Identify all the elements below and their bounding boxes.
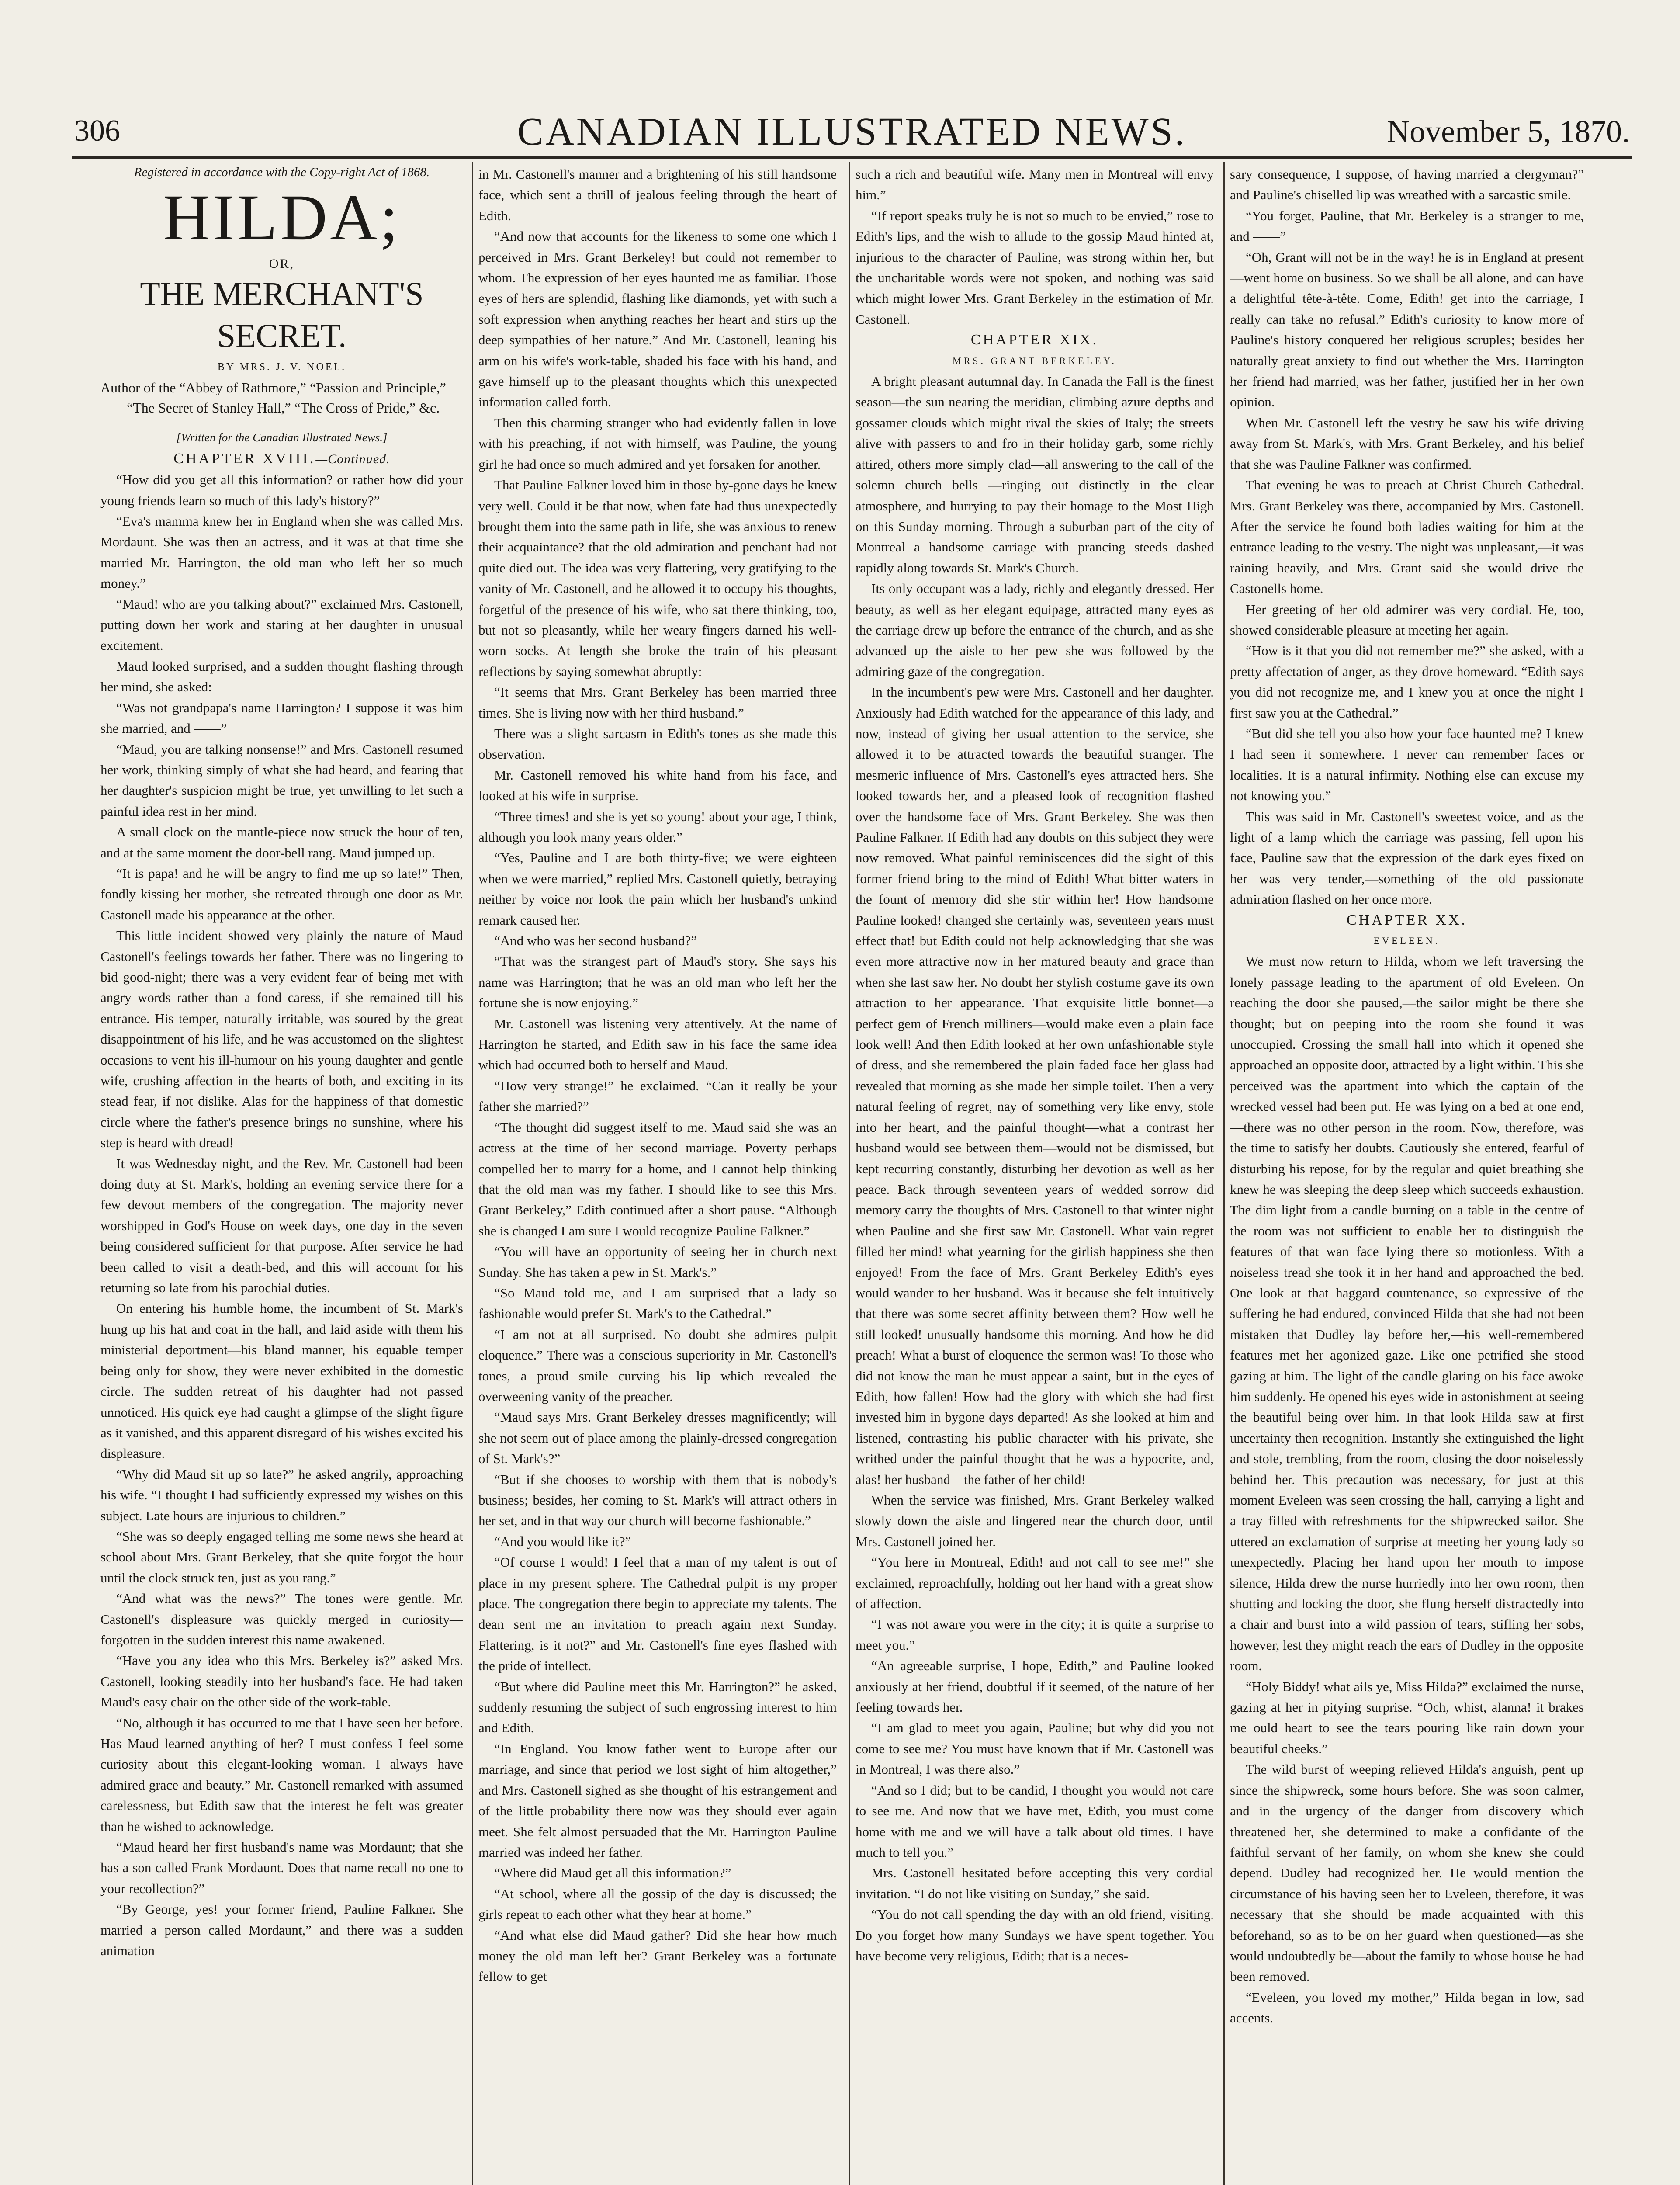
paragraph: Mr. Castonell was listening very attentively. At the name of Harrington he started, and Edith saw in his face the same idea which had occurred both to herself and Maud. — [478, 1016, 837, 1073]
story-subtitle: THE MERCHANT'S SECRET. — [140, 276, 424, 354]
paragraph: such a rich and beautiful wife. Many men in Montreal will envy him.” — [856, 166, 1214, 203]
paragraph: Then this charming stranger who had evidently fallen in love with his preaching, if not with himself, was Pauline, the young girl he had once so much admired and yet forsaken for another. — [478, 415, 837, 472]
paragraph: “At school, where all the gossip of the day is discussed; the girls repeat to each other what they hear at home.” — [478, 1886, 837, 1922]
paragraph: “Yes, Pauline and I are both thirty-five; we were eighteen when we were married,” replied Mrs. Castonell quietly, betraying neither by voice nor look the pain which her husband's unkind remark caused her. — [478, 850, 837, 928]
paragraph: “How did you get all this information? or rather how did your young friends learn so much of this lady's history?” — [100, 472, 463, 508]
paragraph: “Three times! and she is yet so young! about your age, I think, although you look many years older.” — [478, 808, 837, 845]
paragraph: “And now that accounts for the likeness to some one which I perceived in Mrs. Grant Berkeley! but could not remember to whom. The expression of her eyes haunted me as familiar. Those eyes of hers are splendid, flashing like diamonds, yet with such a soft expression when anything reaches her heart and stirs up the deep sympathies of her nature.” And Mr. Castonell, leaning his arm on his wife's work-table, shaded his face with his hand, and gave himself up to the pleasant thoughts which this unexpected information called forth. — [478, 229, 837, 410]
paragraph: This was said in Mr. Castonell's sweetest voice, and as the light of a lamp which the carriage was passing, fell upon his face, Pauline saw that the expression of the dark eyes fixed on her was very tender,—something of the old passionate admiration flashed on her once more. — [1230, 808, 1584, 907]
story-title: HILDA; — [163, 181, 401, 254]
paragraph: “Eva's mamma knew her in England when she was called Mrs. Mordaunt. She was then an actress, and it was at that time she married Mr. Harrington, the old man who left her so much money.” — [100, 513, 463, 591]
page-number: 306 — [74, 114, 120, 148]
column-divider — [1223, 162, 1225, 2185]
chapter-number: CHAPTER XVIII. — [173, 450, 316, 467]
paragraph: Her greeting of her old admirer was very cordial. He, too, showed considerable pleasure at meeting her again. — [1230, 601, 1584, 638]
paragraph: “But if she chooses to worship with them that is nobody's business; besides, her coming to St. Mark's will attract others in her set, and in that way our church will become fashionable.” — [478, 1471, 837, 1529]
paragraph: “Was not grandpapa's name Harrington? I suppose it was him she married, and ——” — [100, 700, 463, 736]
written-for-note: [Written for the Canadian Illustrated News.] — [176, 431, 388, 444]
paragraph: That evening he was to preach at Christ Church Cathedral. Mrs. Grant Berkeley was there, accompanied by Mrs. Castonell. After the service he found both ladies waiting for him at the entrance leading to the vestry. The night was unpleasant,—it was raining heavily, and Mrs. Grant said she would drive the Castonells home. — [1230, 477, 1584, 597]
paragraph: “It is papa! and he will be angry to find me up so late!” Then, fondly kissing her mother, she retreated through one door as Mr. Castonell made his appearance at the other. — [100, 865, 463, 923]
chapter-continued: —Continued. — [315, 451, 390, 466]
copyright-notice: Registered in accordance with the Copy-right Act of 1868. — [134, 165, 430, 179]
paragraph: A bright pleasant autumnal day. In Canada the Fall is the finest season—the sun nearing the meridian, climbing azure depths and gossamer clouds which might rival the skies of Italy; the streets alive with passers to and fro in their holiday garb, some richly attired, others more simply clad—all answering to the call of the solemn church bells —ringing out distinctly in the clear atmosphere, and hurrying to pay their homage to the Most High on this Sunday morning. Through a suburban part of the city of Montreal a handsome carriage with prancing steeds dashed rapidly along towards St. Mark's Church. — [856, 374, 1214, 576]
paragraph: “You will have an opportunity of seeing her in church next Sunday. She has taken a pew in St. Mark's.” — [478, 1244, 837, 1280]
paragraph: A small clock on the mantle-piece now struck the hour of ten, and at the same moment the door-bell rang. Maud jumped up. — [100, 824, 463, 860]
paragraph: That Pauline Falkner loved him in those by-gone days he knew very well. Could it be that now, when fate had thus unexpectedly brought them into the same path in life, she was anxious to renew their acquaintance? that the old admiration and penchant had not quite died out. The idea was very flattering, very gratifying to the vanity of Mr. Castonell, and he allowed it to occupy his thoughts, forgetful of the presence of his wife, who sat there thinking, too, but not so pleasantly, while her weary fingers darned his well-worn socks. At length she broke the train of his pleasant reflections by saying somewhat abruptly: — [478, 477, 837, 679]
column-divider — [472, 162, 473, 2185]
chapter-subtitle: EVELEEN. — [1373, 935, 1441, 947]
paragraph: In the incumbent's pew were Mrs. Castonell and her daughter. Anxiously had Edith watched for the appearance of this lady, and now, instead of giving her usual attention to the service, she allowed it to be attracted towards the beautiful stranger. The mesmeric influence of Mrs. Castonell's eyes attracted hers. She looked towards her, and a pleased look of recognition flashed over the handsome face of Mrs. Grant Berkeley. She was then Pauline Falkner. If Edith had any doubts on this subject they were now removed. What painful reminiscences did the sight of this former friend bring to the mind of Edith! What bitter waters in the fount of memory did she stir within her! How handsome Pauline looked! changed she certainly was, seventeen years must effect that! but Edith could not help acknowledging that she was even more attractive now in her matured beauty and grace than when she last saw her. No doubt her stylish costume gave its own attraction to her appearance. That exquisite little bonnet—a perfect gem of French milliners—would make even a plain face look well! And then Edith looked at her own unfashionable style of dress, and she remembered the plain faded face her glass had revealed that morning as she made her simple toilet. Then a very natural feeling of regret, nay of something very like envy, stole into her heart, and the painful thought—what a contrast her husband would see between them—would not be dismissed, but kept recurring constantly, disturbing her devotion as well as her peace. Back through seventeen years of wedded sorrow did memory carry the thoughts of Mrs. Castonell to that winter night when Pauline and she first saw Mr. Castonell. What vain regret filled her mind! what yearning for the girlish happiness she then enjoyed! From the face of Mrs. Grant Berkeley Edith's eyes would wander to her husband. Was it because she felt intuitively that there was some secret affinity between them? How well he still looked! unusually handsome this morning. And how he did preach! What a burst of eloquence the sermon was! To those who did not know the man he must appear a saint, but in the eyes of Edith, how fallen! How had the glory with which she had first invested him in bygone days departed! As she looked at him and listened, contrasting his public character with his private, she writhed under the painful thought that he was a hypocrite, and, alas! her husband—the father of her child! — [856, 684, 1214, 1487]
byline: BY MRS. J. V. NOEL. — [217, 361, 346, 373]
paragraph: in Mr. Castonell's manner and a brightening of his still handsome face, which sent a thrill of jealous feeling through the heart of Edith. — [478, 166, 837, 223]
issue-date: November 5, 1870. — [1387, 114, 1630, 149]
paragraph: “And what else did Maud gather? Did she hear how much money the old man left her? Grant Berkeley was a fortunate fellow to get — [478, 1927, 837, 1984]
paragraph: We must now return to Hilda, whom we left traversing the lonely passage leading to the apartment of old Eveleen. On reaching the door she paused,—the sailor might be there she thought; but on peeping into the room she found it was unoccupied. Crossing the small hall into which it opened she approached an opposite door, attracted by a light within. This she perceived was the apartment into which the captain of the wrecked vessel had been put. He was lying on a bed at one end,—there was no other person in the room. Now, therefore, was the time to satisfy her doubts. Cautiously she entered, fearful of disturbing his repose, for by the regular and quiet breathing she knew he was sleeping the deep sleep which succeeds exhaustion. The dim light from a candle burning on a table in the centre of the room was not sufficient to enable her to distinguish the features of that wan face lying there so motionless. With a noiseless tread she took it in her hand and approached the bed. One look at that haggard countenance, so expressive of the suffering he had endured, convinced Hilda that she had not been mistaken that Dudley lay before her,—his well-remembered features met her agonized gaze. Like one petrified she stood gazing at him. The light of the candle glaring on his face awoke him suddenly. He opened his eyes wide in astonishment at seeing the beautiful being over him. In that look Hilda saw at first uncertainty then recognition. Instantly she extinguished the light and stole, trembling, from the room, closing the door noiselessly behind her. This precaution was necessary, for just at this moment Eveleen was seen crossing the hall, carrying a light and a tray filled with refreshments for the shipwrecked sailor. She uttered an exclamation of surprise at meeting her young lady so unexpectedly. Placing her hand upon her mouth to impose silence, Hilda drew the nurse hurriedly into her own room, then shutting and locking the door, she flung herself distractedly into a chair and burst into a wild passion of tears, stifling her sobs, however, lest they might reach the ears of Dudley in the opposite room. — [1230, 954, 1584, 1674]
paragraph: “And what was the news?” The tones were gentle. Mr. Castonell's displeasure was quickly merged in curiosity—forgotten in the sudden interest this name awakened. — [100, 1591, 463, 1647]
paragraph: “Where did Maud get all this information?” — [494, 1865, 731, 1881]
paragraph: “I am glad to meet you again, Pauline; but why did you not come to see me? You must have known that if Mr. Castonell was in Montreal, I was there also.” — [856, 1720, 1214, 1777]
paragraph: “So Maud told me, and I am surprised that a lady so fashionable would prefer St. Mark's to the Cathedral.” — [478, 1285, 837, 1321]
paragraph: “Holy Biddy! what ails ye, Miss Hilda?” exclaimed the nurse, gazing at her in pitying surprise. “Och, whist, alanna! it brakes me ould heart to see the tears pouring like rain down your beautiful cheeks.” — [1230, 1679, 1584, 1756]
column-4 — [1230, 164, 1584, 2185]
paragraph: “No, although it has occurred to me that I have seen her before. Has Maud learned anything of her? I must confess I feel some curiosity about this elegant-looking woman. I always have admired grace and beauty.” Mr. Castonell remarked with assumed carelessness, but Edith saw that the interest he felt was greater than he wished to acknowledge. — [100, 1715, 463, 1834]
paragraph: “You do not call spending the day with an old friend, visiting. Do you forget how many Sundays we have spent together. You have become very religious, Edith; that is a neces- — [856, 1907, 1214, 1963]
masthead — [74, 109, 1630, 157]
column-3 — [856, 164, 1214, 2185]
paragraph: “How is it that you did not remember me?” she asked, with a pretty affectation of anger, as they drove homeward. “Edith says you did not recognize me, and I knew you at once the night I first saw you at the Cathedral.” — [1230, 643, 1584, 721]
paragraph: “I am not at all surprised. No doubt she admires pulpit eloquence.” There was a conscious superiority in Mr. Castonell's tones, a proud smile curving his lip which revealed the overweening vanity of the preacher. — [478, 1326, 837, 1404]
column-2 — [478, 164, 837, 2185]
paragraph: “Eveleen, you loved my mother,” Hilda began in low, sad accents. — [1230, 1989, 1584, 2026]
paragraph: “Maud! who are you talking about?” exclaimed Mrs. Castonell, putting down her work and staring at her daughter in unusual excitement. — [100, 596, 463, 653]
paragraph: “She was so deeply engaged telling me some news she heard at school about Mrs. Grant Berkeley, that she quite forgot the hour until the clock struck ten, just as you rang.” — [100, 1528, 463, 1585]
paragraph: “Why did Maud sit up so late?” he asked angrily, approaching his wife. “I thought I had sufficiently expressed my wishes on this subject. Late hours are injurious to children.” — [100, 1466, 463, 1523]
chapter-heading: CHAPTER XIX. — [970, 332, 1099, 348]
column-1 — [100, 164, 463, 2185]
paragraph: sary consequence, I suppose, of having married a clergyman?” and Pauline's chiselled lip was wreathed with a sarcastic smile. — [1230, 166, 1584, 203]
chapter-heading: CHAPTER XX. — [1346, 912, 1468, 928]
newspaper-title: CANADIAN ILLUSTRATED NEWS. — [517, 110, 1187, 153]
paragraph: “You forget, Pauline, that Mr. Berkeley is a stranger to me, and ——” — [1230, 208, 1584, 244]
paragraph: “That was the strangest part of Maud's story. She says his name was Harrington; that he was an old man who left her the fortune she is now enjoying.” — [478, 954, 837, 1011]
paragraph: “And so I did; but to be candid, I thought you would not care to see me. And now that we have met, Edith, you must come home with me and we will have a talk about old times. I have much to tell you.” — [856, 1782, 1214, 1860]
paragraph: “You here in Montreal, Edith! and not call to see me!” she exclaimed, reproachfully, holding out her hand with a great show of affection. — [856, 1554, 1214, 1612]
paragraph: “An agreeable surprise, I hope, Edith,” and Pauline looked anxiously at her friend, doubtful if it seemed, of the nature of her feeling towards her. — [856, 1658, 1214, 1715]
chapter-subtitle: MRS. GRANT BERKELEY. — [953, 355, 1117, 366]
paragraph: Its only occupant was a lady, richly and elegantly dressed. Her beauty, as well as her elegant equipage, attracted many eyes as the carriage drew up before the entrance of the church, and as she advanced up the aisle to her pew she was followed by the admiring gaze of the congregation. — [856, 581, 1214, 679]
column-divider — [849, 162, 850, 2185]
paragraph: “Oh, Grant will not be in the way! he is in England at present—went home on business. So we shall be all alone, and can have a delightful tête-à-tête. Come, Edith! get into the carriage, I really can take no refusal.” Edith's curiosity to know more of Pauline's history conquered her religious scruples; besides her naturally great anxiety to find out whether the Mrs. Harrington her friend had married, was her father, justified her in her own opinion. — [1230, 249, 1584, 410]
paragraph: “And who was her second husband?” — [494, 933, 697, 949]
author-credit: Author of the “Abbey of Rathmore,” “Passion and Principle,” “The Secret of Stanley Hall,” “The Cross of Pride,” &c. — [100, 380, 446, 416]
paragraph: “Maud heard her first husband's name was Mordaunt; that she has a son called Frank Mordaunt. Does that name recall no one to your recollection?” — [100, 1839, 463, 1896]
paragraph: “I was not aware you were in the city; it is quite a surprise to meet you.” — [856, 1616, 1214, 1653]
paragraph: The wild burst of weeping relieved Hilda's anguish, pent up since the shipwreck, some hours before. She was soon calmer, and in the urgency of the danger from discovery which threatened her, she determined to make a confidante of the faithful servant of her family, on whom she knew she could depend. Dudley had recognized her. He would mention the circumstance of his having seen her to Eveleen, therefore, it was necessary that she should be made acquainted with this beforehand, so as to be on her guard when questioned—as she would undoubtedly be—about the family to whose house he had been removed. — [1230, 1762, 1584, 1984]
paragraph: Mrs. Castonell hesitated before accepting this very cordial invitation. “I do not like visiting on Sunday,” she said. — [856, 1865, 1214, 1901]
paragraph: “And you would like it?” — [494, 1533, 631, 1549]
paragraph: “Maud, you are talking nonsense!” and Mrs. Castonell resumed her work, thinking simply of what she had heard, and fearing that her daughter's suspicion might be true, yet unwilling to let such a painful idea rest in her mind. — [100, 741, 463, 819]
paragraph: Maud looked surprised, and a sudden thought flashing through her mind, she asked: — [100, 658, 463, 695]
chapter-heading — [100, 448, 463, 469]
paragraph: “But did she tell you also how your face haunted me? I knew I had seen it somewhere. I never can remember faces or localities. It is a natural infirmity. Nothing else can excuse my not knowing you.” — [1230, 725, 1584, 804]
paragraph: “The thought did suggest itself to me. Maud said she was an actress at the time of her second marriage. Poverty perhaps compelled her to marry for a home, and I cannot help thinking that the old man was my father. I should like to see this Mrs. Grant Berkeley,” Edith continued after a short pause. “Although she is changed I am sure I would recognize Pauline Falkner.” — [478, 1119, 837, 1238]
paragraph: Mr. Castonell removed his white hand from his face, and looked at his wife in surprise. — [478, 767, 837, 804]
paragraph: “In England. You know father went to Europe after our marriage, and since that period we lost sight of him altogether,” and Mrs. Castonell sighed as she thought of his estrangement and of the little probability there now was they should ever again meet. She felt almost persuaded that the Mr. Harrington Pauline married was indeed her father. — [478, 1741, 837, 1860]
paragraph: “Of course I would! I feel that a man of my talent is out of place in my present sphere. The Cathedral pulpit is my proper place. The congregation there begin to appreciate my talents. The dean sent me an invitation to preach again next Sunday. Flattering, is it not?” and Mr. Castonell's fine eyes flashed with the pride of intellect. — [478, 1554, 837, 1674]
paragraph: It was Wednesday night, and the Rev. Mr. Castonell had been doing duty at St. Mark's, holding an evening service there for a few devout members of the congregation. The majority never worshipped in God's House on week days, one day in the seven being considered sufficient for that purpose. After service he had been called to visit a death-bed, and this will account for his returning so late from his parochial duties. — [100, 1155, 463, 1296]
paragraph: On entering his humble home, the incumbent of St. Mark's hung up his hat and coat in the hall, and laid aside with them his ministerial deportment—his bland manner, his equable temper being only for show, they were never exhibited in the domestic circle. The sudden retreat of his daughter had not passed unnoticed. His quick eye had caught a glimpse of the slight figure as it vanished, and this apparent disregard of his wishes excited his displeasure. — [100, 1301, 463, 1461]
story-title-or: OR, — [269, 257, 295, 271]
paragraph: “If report speaks truly he is not so much to be envied,” rose to Edith's lips, and the wish to allude to the gossip Maud hinted at, injurious to the character of Pauline, was strong within her, but the uncharitable words were not spoken, and nothing was said which might lower Mrs. Grant Berkeley in the estimation of Mr. Castonell. — [856, 208, 1214, 327]
paragraph: “By George, yes! your former friend, Pauline Falkner. She married a person called Mordaunt,” and there was a sudden animation — [100, 1901, 463, 1959]
paragraph: When Mr. Castonell left the vestry he saw his wife driving away from St. Mark's, with Mrs. Grant Berkeley, and his belief that she was Pauline Falkner was confirmed. — [1230, 415, 1584, 472]
masthead-rule — [72, 156, 1632, 159]
paragraph: When the service was finished, Mrs. Grant Berkeley walked slowly down the aisle and lingered near the church door, until Mrs. Castonell joined her. — [856, 1492, 1214, 1549]
paragraph: “It seems that Mrs. Grant Berkeley has been married three times. She is living now with her third husband.” — [478, 684, 837, 721]
paragraph: “How very strange!” he exclaimed. “Can it really be your father she married?” — [478, 1078, 837, 1114]
paragraph: “But where did Pauline meet this Mr. Harrington?” he asked, suddenly resuming the subject of such engrossing interest to him and Edith. — [478, 1679, 837, 1736]
paragraph: “Maud says Mrs. Grant Berkeley dresses magnificently; will she not seem out of place among the plainly-dressed congregation of St. Mark's?” — [478, 1409, 837, 1467]
paragraph: “Have you any idea who this Mrs. Berkeley is?” asked Mrs. Castonell, looking steadily into her husband's face. He had taken Maud's easy chair on the other side of the work-table. — [100, 1653, 463, 1710]
paragraph: This little incident showed very plainly the nature of Maud Castonell's feelings towards her father. There was no lingering to bid good-night; there was a very evident fear of being met with angry words rather than a fond caress, if she remained till his entrance. His temper, naturally irritable, was soured by the great disappointment of his life, and he was accustomed on the slightest occasions to vent his ill-humour on his young daughter and gentle wife, crushing affection in the hearts of both, and exciting in its stead fear, if not dislike. Alas for the happiness of that domestic circle where the father's presence brings no sunshine, where his step is heard with dread! — [100, 928, 463, 1151]
paragraph: There was a slight sarcasm in Edith's tones as she made this observation. — [478, 725, 837, 762]
